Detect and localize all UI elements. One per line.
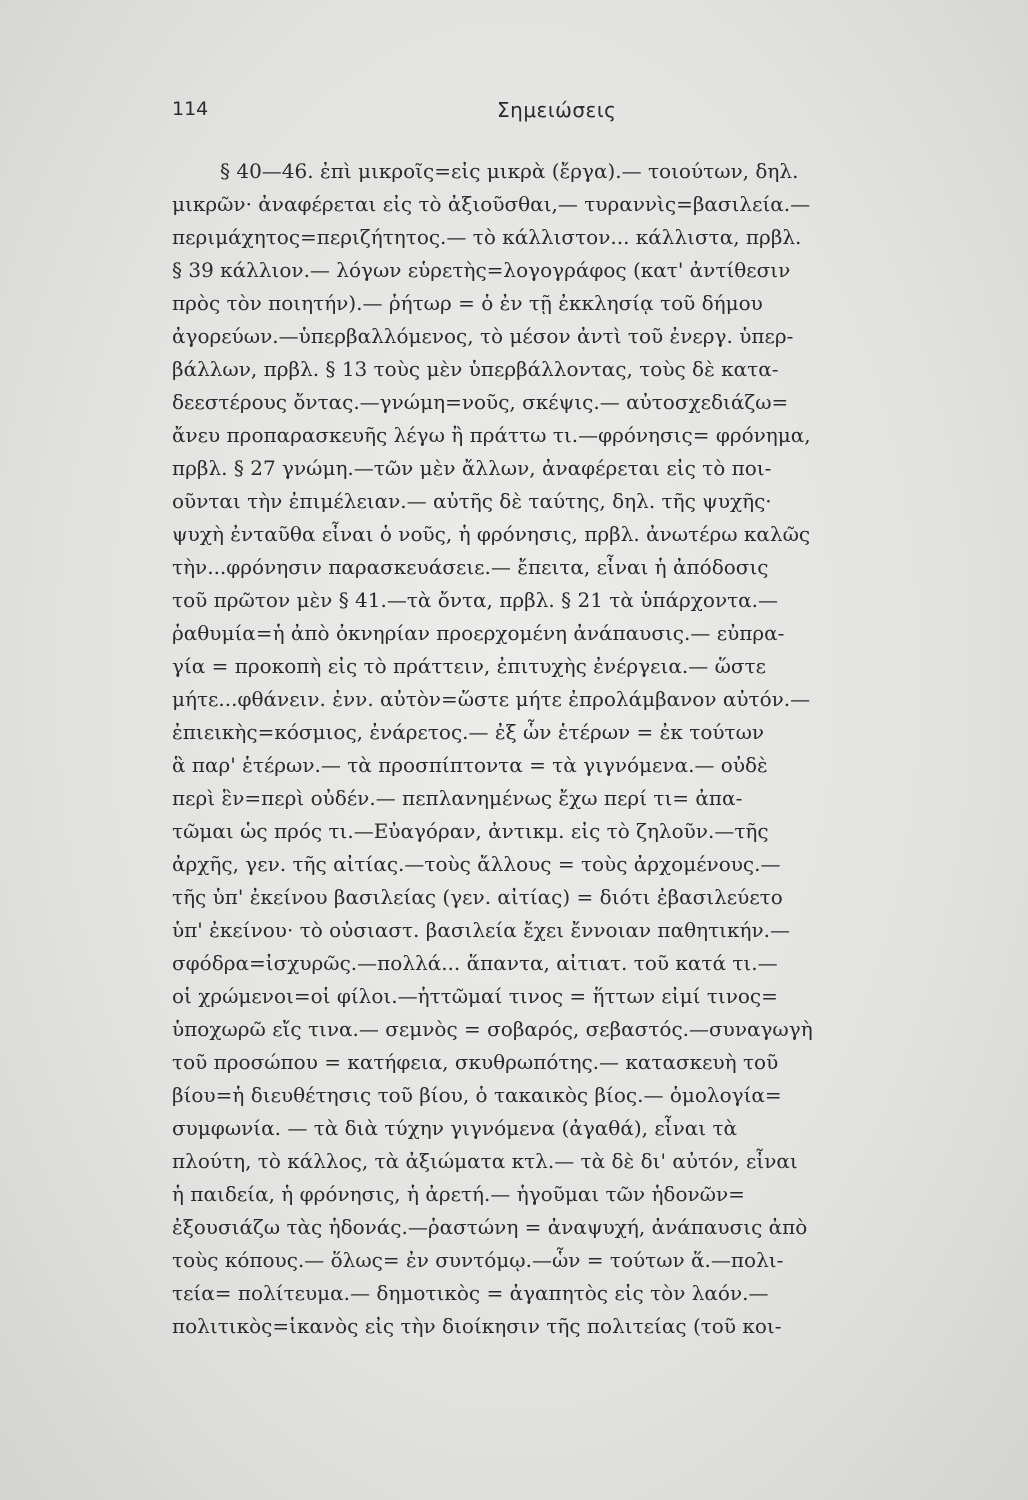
text-line: μικρῶν· ἀναφέρεται εἰς τὸ ἀξιοῦσθαι,— τυραννὶς=βασιλεία.— — [172, 192, 811, 216]
text-line: § 39 κάλλιον.— λόγων εὑρετὴς=λογογράφος (κατ' ἀντίθεσιν — [172, 258, 791, 282]
text-line: τῶμαι ὡς πρός τι.—Εὐαγόραν, ἀντικμ. εἰς τὸ ζηλοῦν.—τῆς — [172, 819, 769, 843]
text-line: ἐξουσιάζω τὰς ἡδονάς.—ῥαστώνη = ἀναψυχή, ἀνάπαυσις ἀπὸ — [172, 1215, 808, 1239]
text-line: περὶ ἓν=περὶ οὐδέν.— πεπλανημένως ἔχω περί τι= ἀπα- — [172, 786, 743, 810]
text-line: τοῦ πρῶτον μὲν § 41.—τὰ ὄντα, πρβλ. § 21 τὰ ὑπάρχοντα.— — [172, 588, 779, 612]
page-header — [172, 98, 992, 128]
running-title: Σημειώσεις — [497, 98, 617, 122]
text-line: πλούτη, τὸ κάλλος, τὰ ἀξιώματα κτλ.— τὰ δὲ δι' αὐτόν, εἶναι — [172, 1149, 798, 1173]
text-line: οῦνται τὴν ἐπιμέλειαν.— αὐτῆς δὲ ταύτης, δηλ. τῆς ψυχῆς· — [172, 489, 772, 513]
text-line: ὑπ' ἐκείνου· τὸ οὐσιαστ. βασιλεία ἔχει ἔννοιαν παθητικήν.— — [172, 918, 791, 942]
text-line: τοὺς κόπους.— ὅλως= ἐν συντόμῳ.—ὧν = τούτων ἅ.—πολι- — [172, 1248, 784, 1272]
text-line: ἐπιεικὴς=κόσμιος, ἐνάρετος.— ἐξ ὧν ἑτέρων = ἐκ τούτων — [172, 720, 765, 744]
text-line: ἄνευ προπαρασκευῆς λέγω ἢ πράττω τι.—φρόνησις= φρόνημα, — [172, 423, 811, 447]
text-line: § 40—46. ἐπὶ μικροῖς=εἰς μικρὰ (ἔργα).— τοιούτων, δηλ. — [220, 159, 799, 183]
text-line: ὑποχωρῶ εἴς τινα.— σεμνὸς = σοβαρός, σεβαστός.—συναγωγὴ — [172, 1017, 813, 1041]
text-line: πολιτικὸς=ἱκανὸς εἰς τὴν διοίκησιν τῆς πολιτείας (τοῦ κοι- — [172, 1314, 782, 1338]
text-line: σφόδρα=ἰσχυρῶς.—πολλά... ἅπαντα, αἰτιατ. τοῦ κατά τι.— — [172, 951, 778, 975]
text-line: τῆς ὑπ' ἐκείνου βασιλείας (γεν. αἰτίας) = διότι ἐβασιλεύετο — [172, 885, 783, 909]
page-number: 114 — [172, 98, 209, 120]
text-line: μήτε...φθάνειν. ἐνν. αὐτὸν=ὥστε μήτε ἐπρολάμβανον αὐτόν.— — [172, 687, 811, 711]
text-line: περιμάχητος=περιζήτητος.— τὸ κάλλιστον... κάλλιστα, πρβλ. — [172, 225, 802, 249]
text-line: τὴν...φρόνησιν παρασκευάσειε.— ἔπειτα, εἶναι ἡ ἀπόδοσις — [172, 555, 769, 579]
text-line: ἀρχῆς, γεν. τῆς αἰτίας.—τοὺς ἄλλους = τοὺς ἀρχομένους.— — [172, 852, 781, 876]
text-line: πρβλ. § 27 γνώμη.—τῶν μὲν ἄλλων, ἀναφέρεται εἰς τὸ ποι- — [172, 456, 772, 480]
text-line: ἀγορεύων.—ὑπερβαλλόμενος, τὸ μέσον ἀντὶ τοῦ ἐνεργ. ὑπερ- — [172, 324, 794, 348]
text-line: βάλλων, πρβλ. § 13 τοὺς μὲν ὑπερβάλλοντας, τοὺς δὲ κατα- — [172, 357, 779, 381]
text-line: τοῦ προσώπου = κατήφεια, σκυθρωπότης.— κατασκευὴ τοῦ — [172, 1050, 779, 1074]
text-line: πρὸς τὸν ποιητήν).— ῥήτωρ = ὁ ἐν τῇ ἐκκλησίᾳ τοῦ δήμου — [172, 291, 763, 315]
text-line: γία = προκοπὴ εἰς τὸ πράττειν, ἐπιτυχὴς ἐνέργεια.— ὥστε — [172, 654, 766, 678]
text-line: δεεστέρους ὄντας.—γνώμη=νοῦς, σκέψις.— αὐτοσχεδιάζω= — [172, 390, 789, 414]
text-line: οἱ χρώμενοι=οἱ φίλοι.—ἡττῶμαί τινος = ἥττων εἰμί τινος= — [172, 984, 778, 1008]
notes-body — [172, 155, 992, 1343]
text-line: βίου=ἡ διευθέτησις τοῦ βίου, ὁ τακαικὸς βίος.— ὁμολογία= — [172, 1083, 782, 1107]
text-line: ψυχὴ ἐνταῦθα εἶναι ὁ νοῦς, ἡ φρόνησις, πρβλ. ἀνωτέρω καλῶς — [172, 522, 811, 546]
text-line: τεία= πολίτευμα.— δημοτικὸς = ἀγαπητὸς εἰς τὸν λαόν.— — [172, 1281, 769, 1305]
text-line: συμφωνία. — τὰ διὰ τύχην γιγνόμενα (ἀγαθά), εἶναι τὰ — [172, 1116, 738, 1140]
text-line: ἃ παρ' ἑτέρων.— τὰ προσπίπτοντα = τὰ γιγνόμενα.— οὐδὲ — [172, 753, 768, 777]
text-line: ῥαθυμία=ἡ ἀπὸ ὀκνηρίαν προερχομένη ἀνάπαυσις.— εὐπρα- — [172, 621, 785, 645]
text-line: ἡ παιδεία, ἡ φρόνησις, ἡ ἀρετή.— ἡγοῦμαι τῶν ἡδονῶν= — [172, 1182, 745, 1206]
